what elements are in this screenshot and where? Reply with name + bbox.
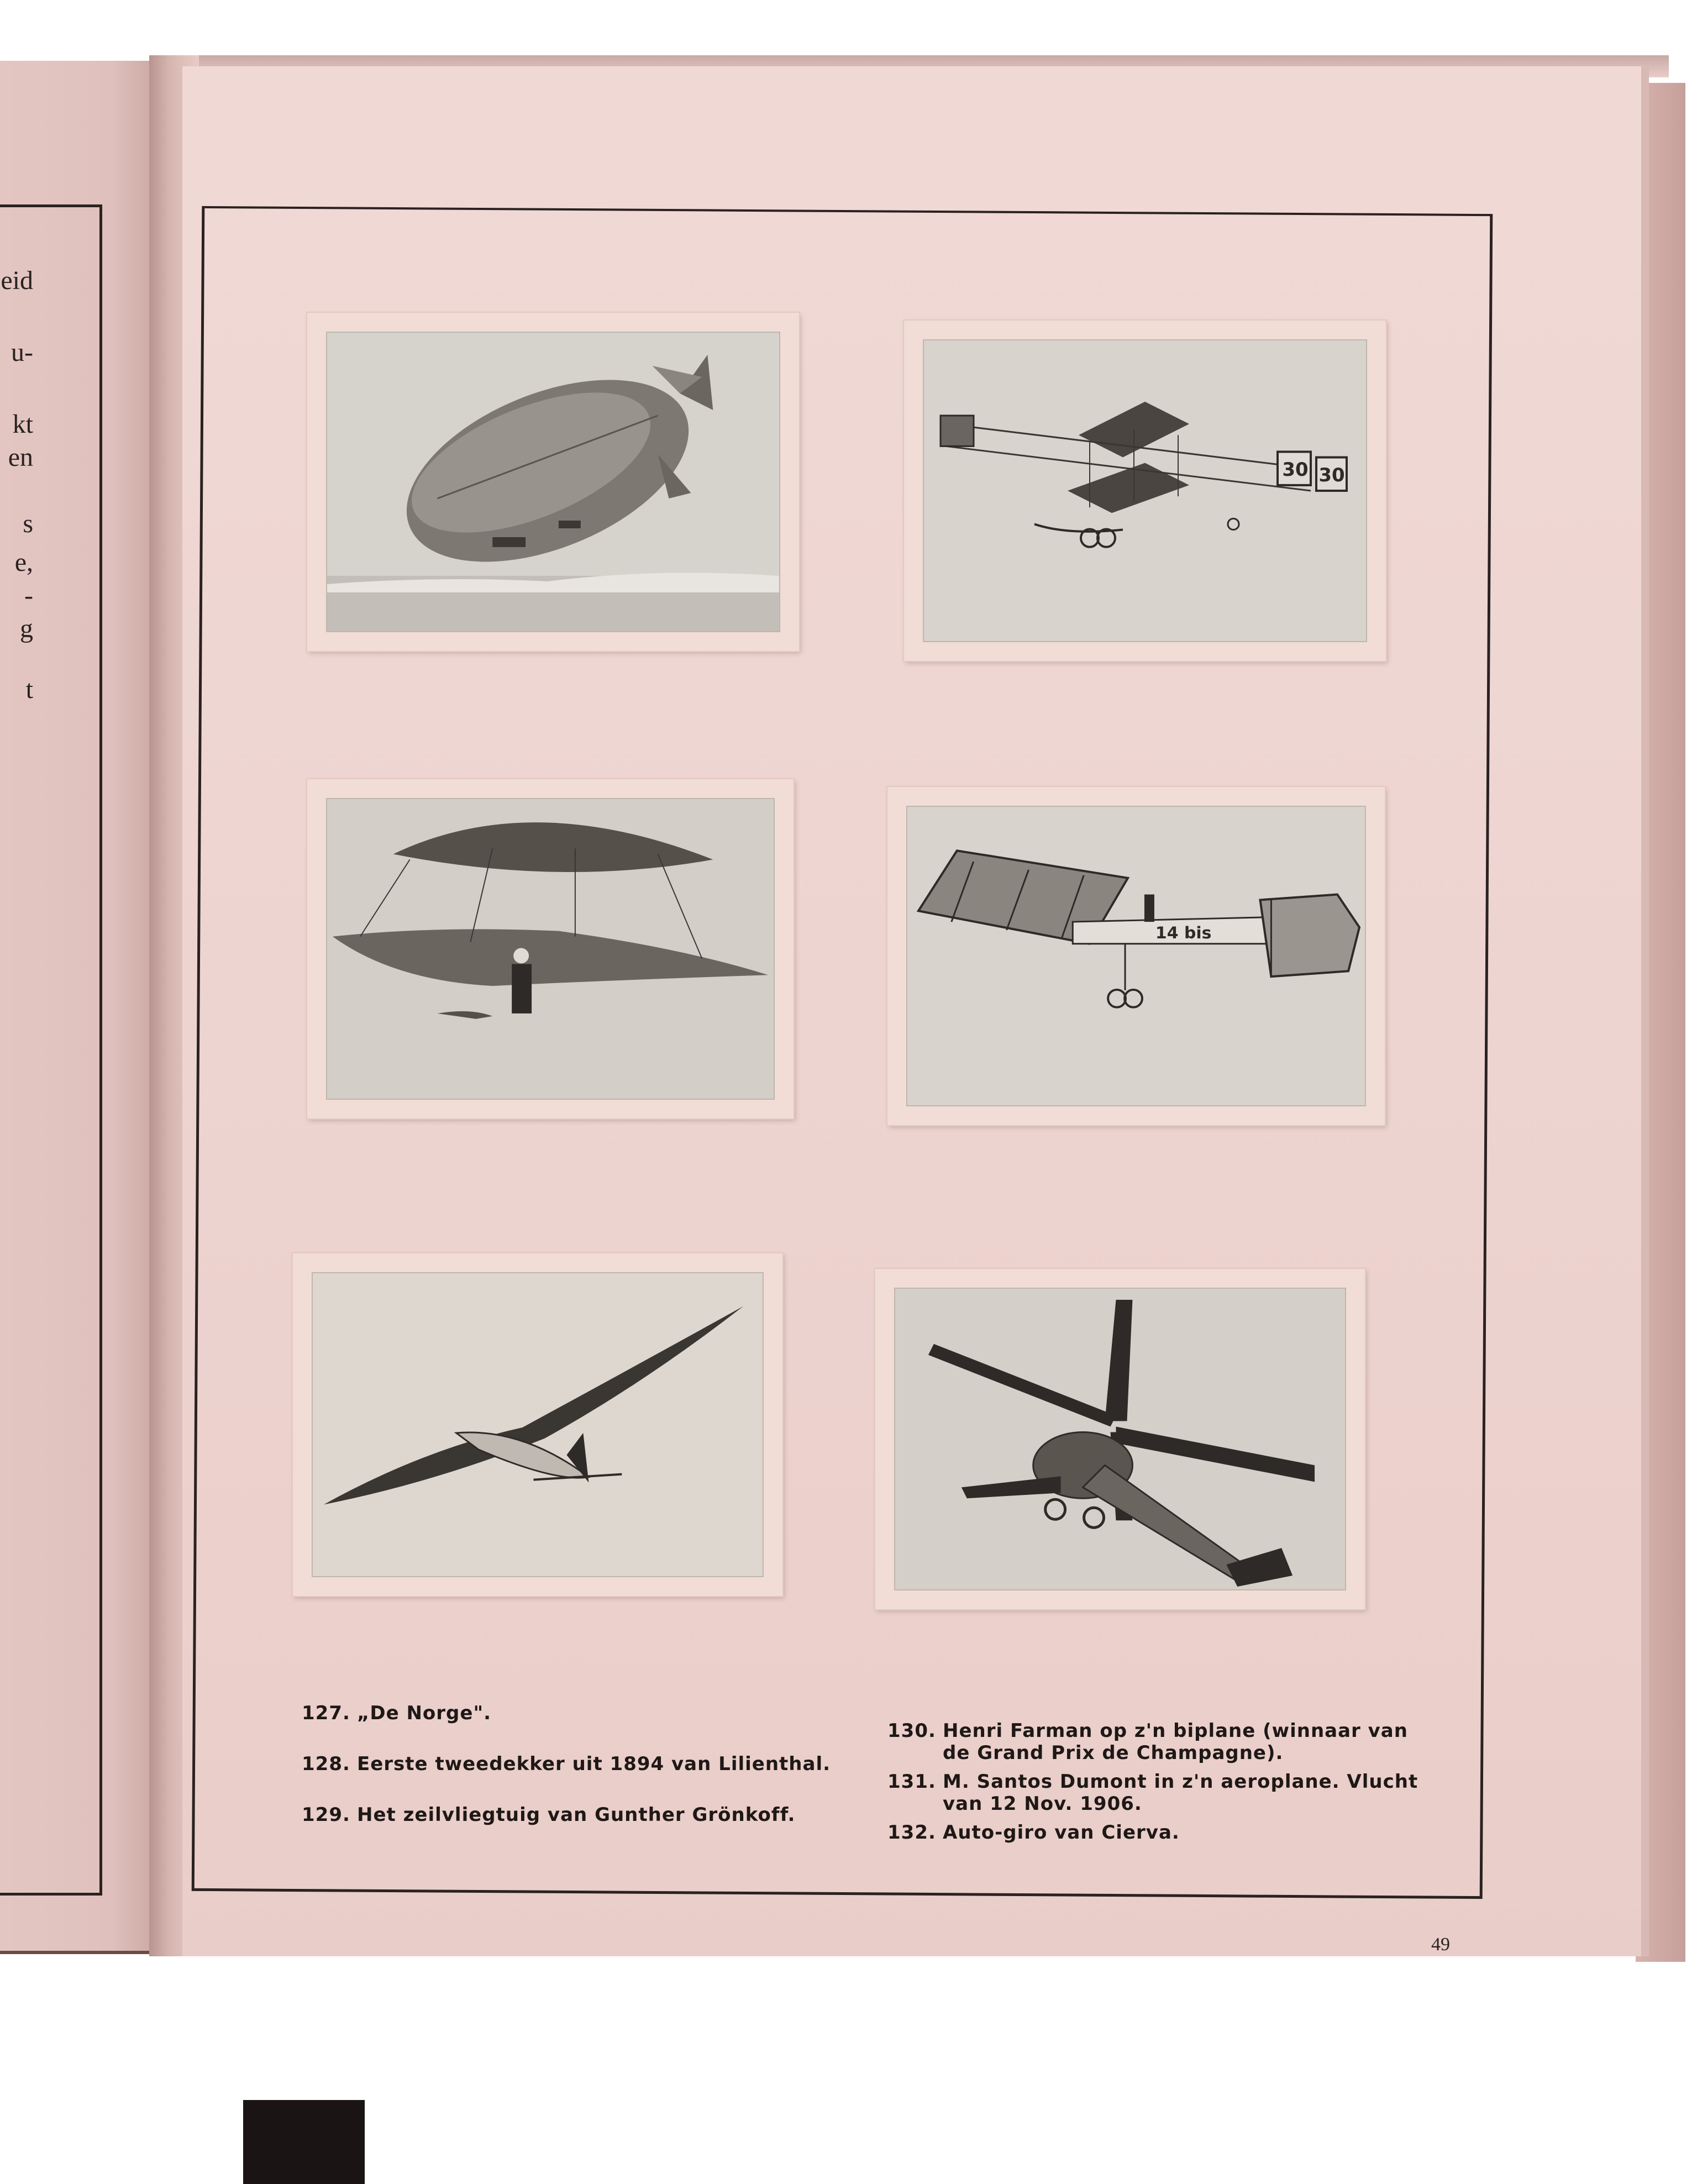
card-photo	[923, 339, 1367, 642]
card-127-airship	[307, 313, 799, 651]
card-132-cierva-autogiro	[875, 1269, 1365, 1609]
card-128-lilienthal-biplane	[307, 779, 794, 1119]
caption-128	[302, 1753, 831, 1775]
dumont-marking: 14 bis	[1155, 923, 1212, 943]
card-photo	[326, 332, 780, 632]
left-text-fragment: -	[24, 581, 33, 610]
gronkoff-glider-illustration	[313, 1273, 763, 1576]
caption-number: 132.	[887, 1821, 936, 1844]
caption-text: van 12 Nov. 1906.	[943, 1793, 1142, 1815]
card-131-santos-dumont	[887, 787, 1385, 1125]
caption-text: Het zeilvliegtuig van Gunther Grönkoff.	[357, 1804, 796, 1826]
caption-number: 128.	[302, 1753, 350, 1775]
left-text-fragment: s	[23, 509, 33, 538]
card-photo	[312, 1272, 764, 1577]
caption-number: 127.	[302, 1702, 350, 1724]
card-130-farman-biplane	[904, 321, 1386, 661]
caption-131	[887, 1771, 1418, 1815]
caption-text: „De Norge".	[357, 1702, 492, 1724]
caption-text: Auto-giro van Cierva.	[943, 1821, 1180, 1844]
caption-130	[887, 1720, 1408, 1764]
left-text-fragment: t	[25, 675, 33, 704]
page-number: 49	[1431, 1934, 1450, 1955]
left-text-fragment: u-	[11, 338, 33, 367]
card-photo	[326, 798, 775, 1100]
caption-number: 131.	[887, 1771, 936, 1793]
caption-127	[302, 1702, 491, 1724]
santos-dumont-illustration	[907, 807, 1365, 1105]
caption-129	[302, 1804, 795, 1826]
card-photo	[894, 1288, 1346, 1590]
caption-text: Henri Farman op z'n biplane (winnaar van	[943, 1720, 1408, 1742]
farman-marking-left: 30	[1282, 458, 1309, 481]
left-text-fragment: e,	[14, 548, 33, 577]
caption-text: de Grand Prix de Champagne).	[943, 1742, 1284, 1764]
farman-marking-right: 30	[1318, 464, 1345, 486]
left-page	[0, 61, 160, 1954]
card-129-gronkoff-glider	[293, 1253, 782, 1596]
caption-132	[887, 1821, 1180, 1844]
caption-text: M. Santos Dumont in z'n aeroplane. Vlucht	[943, 1771, 1418, 1793]
lilienthal-glider-illustration	[327, 799, 774, 1099]
left-text-fragment: en	[8, 443, 33, 472]
card-photo	[906, 806, 1366, 1106]
farman-biplane-illustration	[924, 340, 1366, 641]
cierva-autogiro-illustration	[895, 1289, 1345, 1589]
caption-text: Eerste tweedekker uit 1894 van Lilienthal.	[357, 1753, 831, 1775]
left-text-fragment: g	[20, 614, 33, 643]
caption-number: 130.	[887, 1720, 936, 1742]
left-text-fragment: kt	[12, 410, 33, 439]
left-text-fragment: eid	[1, 266, 33, 295]
airship-illustration	[327, 333, 779, 631]
bottom-shadow	[243, 2100, 365, 2184]
caption-number: 129.	[302, 1804, 350, 1826]
